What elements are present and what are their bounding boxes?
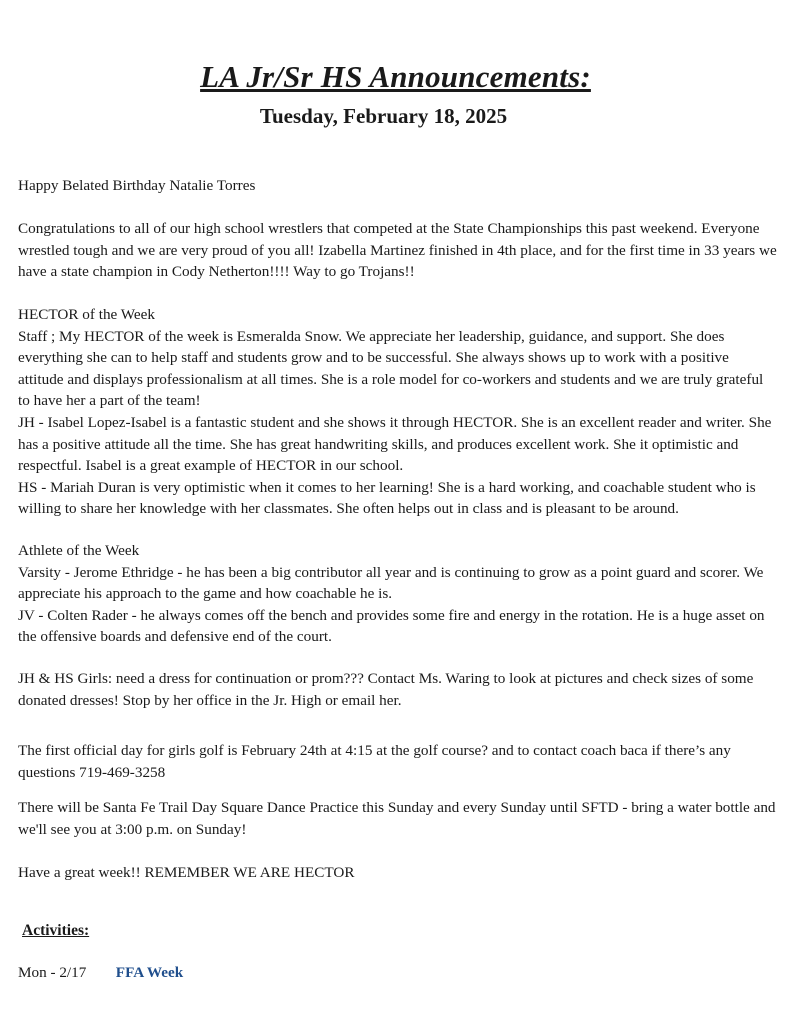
dresses-section <box>18 668 778 711</box>
dresses-text: JH & HS Girls: need a dress for continuation or prom??? Contact Ms. Waring to look at pictures and check sizes of some donated dresses! Stop by her office in the Jr. High or email her. <box>18 670 754 709</box>
page-title: LA Jr/Sr HS Announcements: <box>200 59 591 94</box>
golf-section <box>18 740 778 783</box>
birthday-section <box>18 175 778 197</box>
square-dance-text: There will be Santa Fe Trail Day Square Dance Practice this Sunday and every Sunday until SFTD - bring a water bottle and we'll see you at 3:00 p.m. on Sunday! <box>18 799 776 838</box>
hector-staff-text: Staff ; My HECTOR of the week is Esmeralda Snow. We appreciate her leadership, guidance, and support. She does everything she can to help staff and students grow and to be successful. She always shows up to work with a positive attitude and displays professionalism at all times. She is a role model for co-workers and students and we are truly grateful to have her a part of the team! <box>18 327 764 410</box>
square-dance-section <box>18 797 778 840</box>
hector-hs-text: HS - Mariah Duran is very optimistic when it comes to her learning! She is a hard working, and coachable student who is willing to share her knowledge with her classmates. She often helps out in class and is pleasant to be around. <box>18 478 756 518</box>
activity-item <box>18 962 183 984</box>
hector-jh-text: JH - Isabel Lopez-Isabel is a fantastic student and she shows it through HECTOR. She is an excellent reader and writer. She has a positive attitude all the time. She has great handwriting skills, and produces excellent work. She it optimistic and respectful. Isabel is a great example of HECTOR in our school. <box>18 413 772 475</box>
activities-heading: Activities: <box>22 922 90 939</box>
birthday-text: Happy Belated Birthday Natalie Torres <box>18 177 256 194</box>
closing-text: Have a great week!! REMEMBER WE ARE HECTOR <box>18 864 355 881</box>
athlete-section <box>18 540 778 648</box>
hector-section <box>18 304 778 520</box>
athlete-heading: Athlete of the Week <box>18 542 140 559</box>
activity-date: Mon - 2/17 <box>18 964 87 981</box>
wrestling-section <box>18 218 778 283</box>
golf-text: The first official day for girls golf is February 24th at 4:15 at the golf course? and to contact coach baca if there’s any questions 719-469-3258 <box>18 742 731 781</box>
athlete-jv-text: JV - Colten Rader - he always comes off the bench and provides some fire and energy in the rotation. He is a huge asset on the offensive boards and defensive end of the court. <box>18 606 765 646</box>
announcement-date: Tuesday, February 18, 2025 <box>259 104 508 128</box>
athlete-varsity-text: Varsity - Jerome Ethridge - he has been a big contributor all year and is continuing to grow as a point guard and scorer. We appreciate his approach to the game and how coachable he is. <box>18 563 764 603</box>
closing-section <box>18 862 778 884</box>
wrestling-text: Congratulations to all of our high school wrestlers that competed at the State Championships this past weekend. Everyone wrestled tough and we are very proud of you all! Izabella Martinez finished in 4th place, and for the first time in 33 years we have a state champion in Cody Netherton!!!! Way to go Trojans!! <box>18 220 777 281</box>
activity-event: FFA Week <box>115 964 184 981</box>
hector-heading: HECTOR of the Week <box>18 306 155 323</box>
